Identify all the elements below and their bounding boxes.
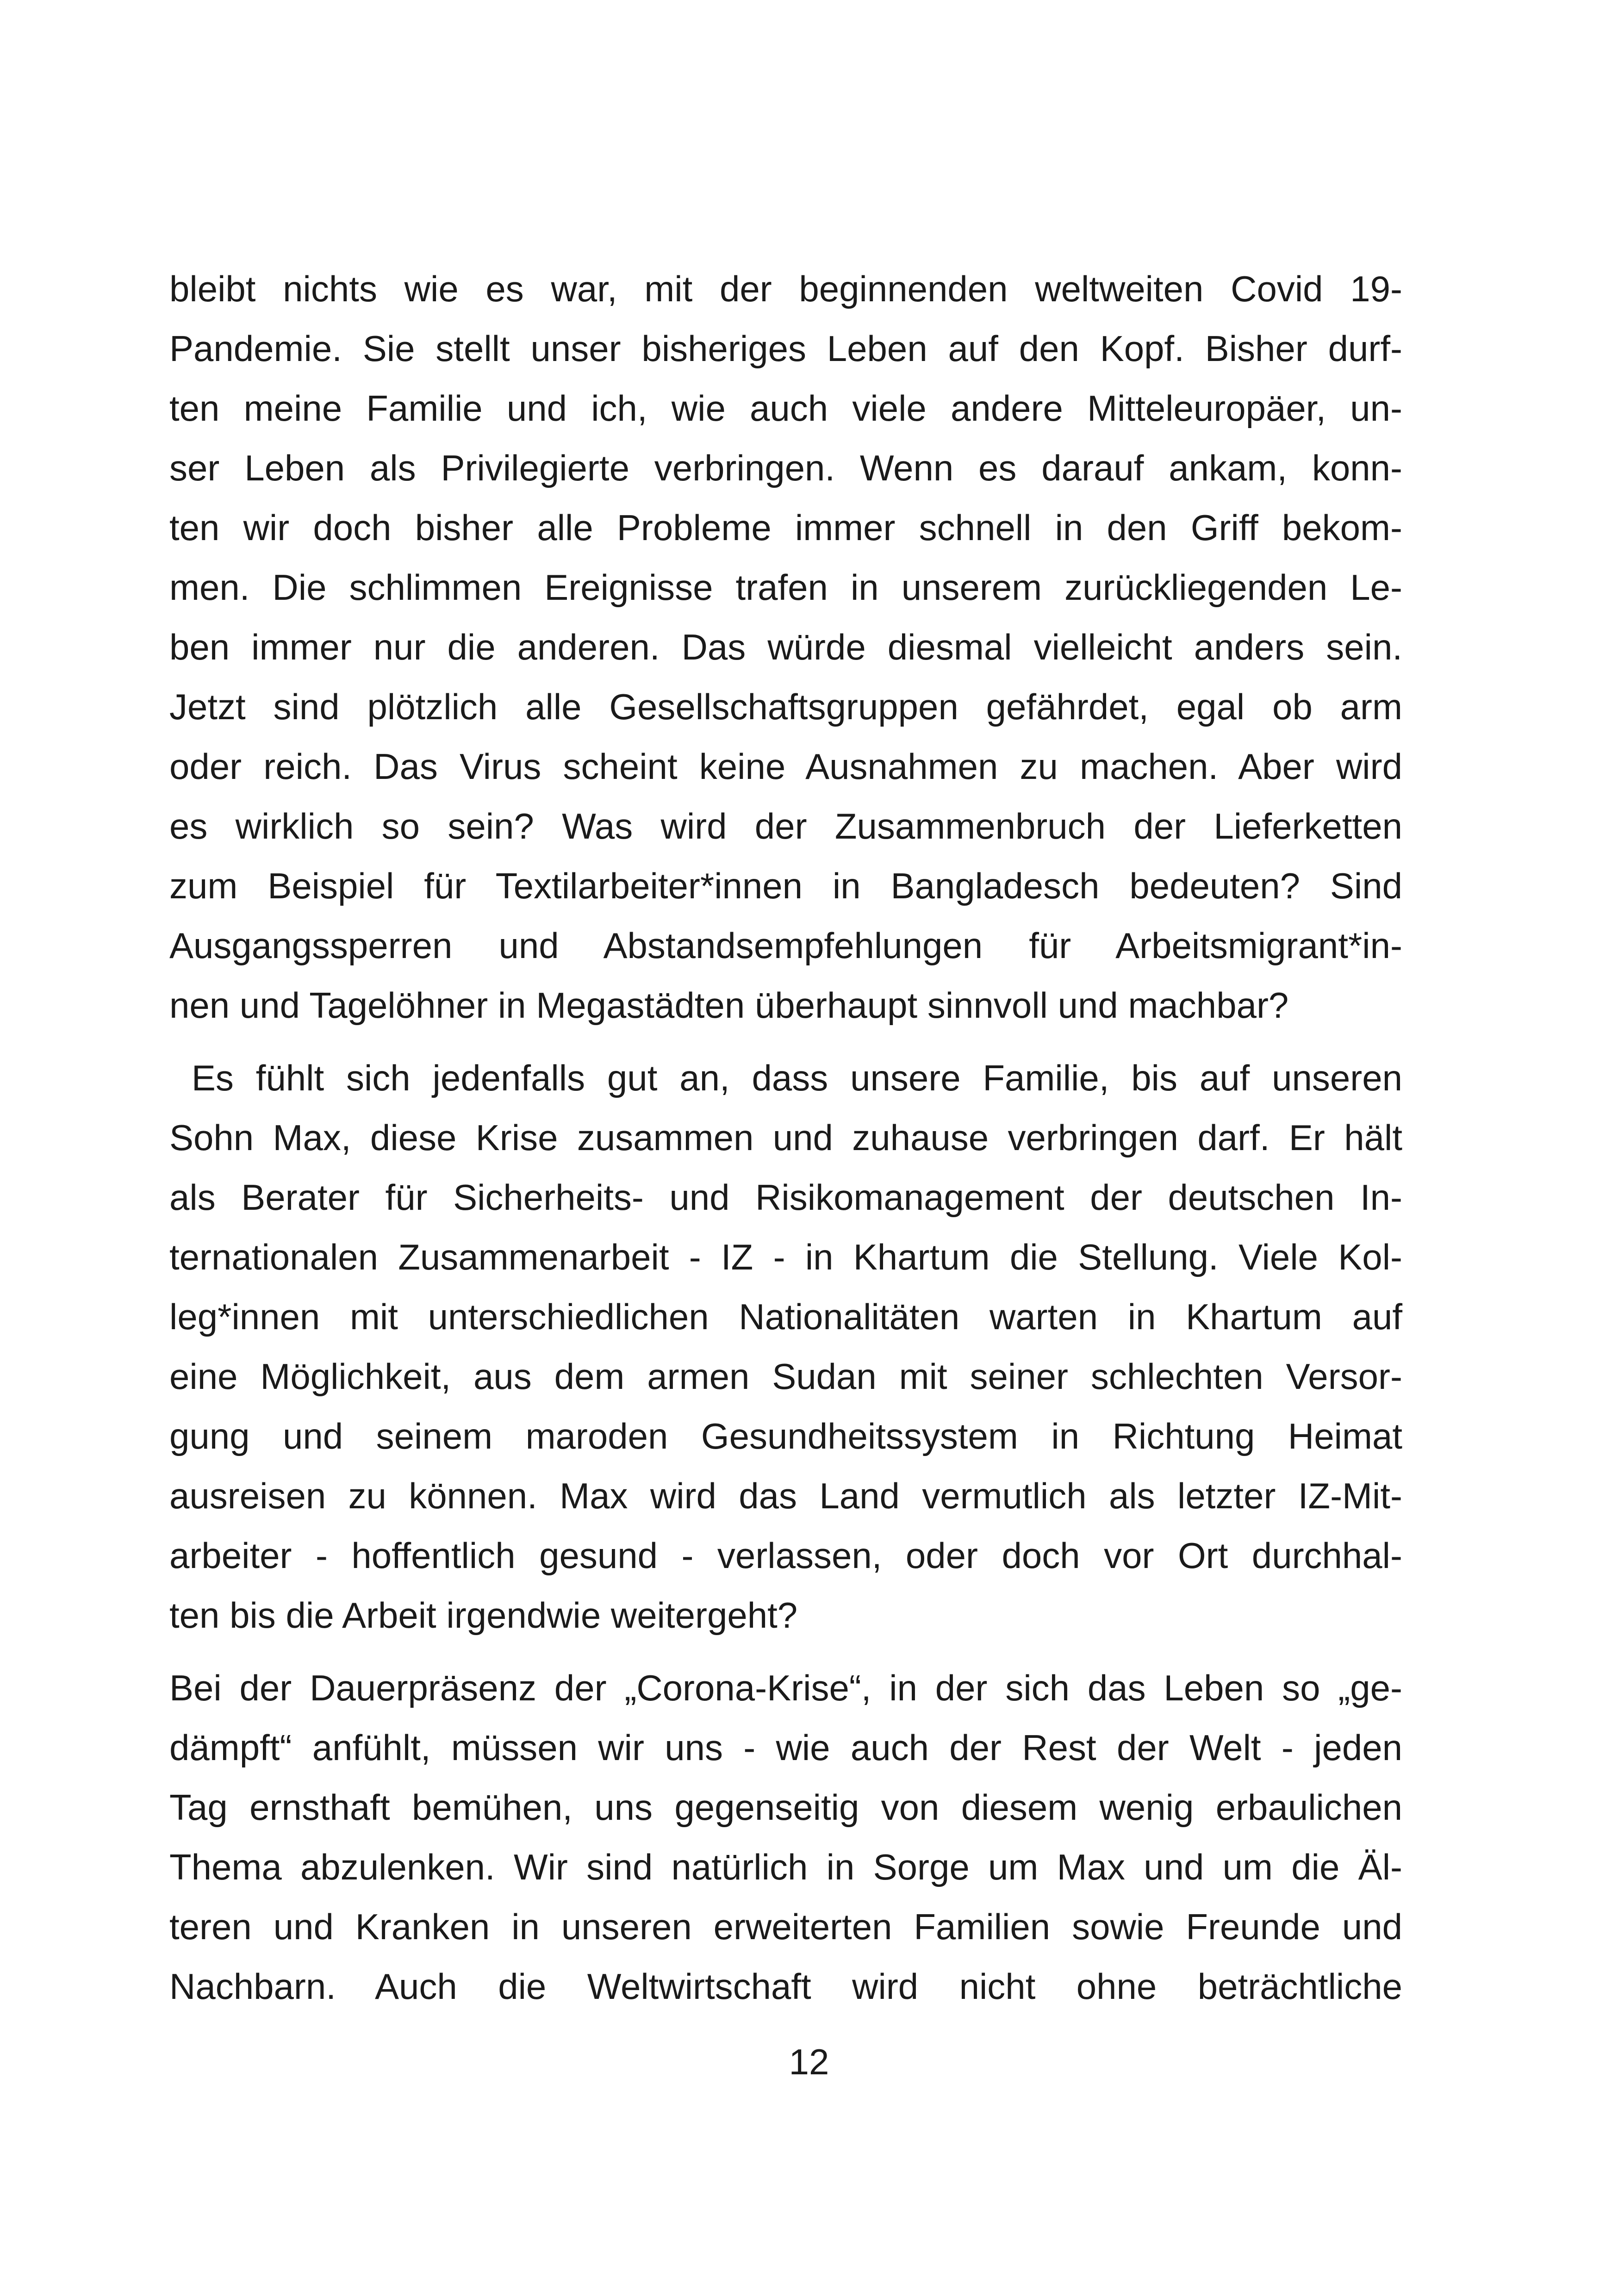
- text-line: ser Leben als Privilegierte verbringen. Wenn es darauf ankam, konn-: [169, 448, 1402, 488]
- text-line: Tag ernsthaft bemühen, uns gegenseitig von diesem wenig erbaulichen: [169, 1787, 1402, 1828]
- text-line: oder reich. Das Virus scheint keine Ausnahmen zu machen. Aber wird: [169, 746, 1402, 787]
- text-line: Nachbarn. Auch die Weltwirtschaft wird nicht ohne beträchtliche: [169, 1966, 1402, 2007]
- page-number: 12: [789, 2041, 829, 2082]
- text-line: dämpft“ anfühlt, müssen wir uns - wie auch der Rest der Welt - jeden: [169, 1727, 1402, 1768]
- text-line: ternationalen Zusammenarbeit - IZ - in Khartum die Stellung. Viele Kol-: [169, 1237, 1402, 1277]
- text-line: nen und Tagelöhner in Megastädten überhaupt sinnvoll und machbar?: [169, 985, 1289, 1026]
- text-line: ten meine Familie und ich, wie auch viele andere Mitteleuropäer, un-: [169, 388, 1402, 429]
- text-line: ten bis die Arbeit irgendwie weitergeht?: [169, 1595, 798, 1636]
- text-line: Thema abzulenken. Wir sind natürlich in Sorge um Max und um die Äl-: [169, 1847, 1402, 1887]
- text-line: als Berater für Sicherheits- und Risikomanagement der deutschen In-: [169, 1177, 1402, 1218]
- text-line: Es fühlt sich jedenfalls gut an, dass unsere Familie, bis auf unseren: [169, 1058, 1402, 1098]
- text-line: ausreisen zu können. Max wird das Land vermutlich als letzter IZ-Mit-: [169, 1475, 1402, 1516]
- paragraph-1: [169, 259, 1402, 1035]
- text-line: eine Möglichkeit, aus dem armen Sudan mit seiner schlechten Versor-: [169, 1356, 1402, 1397]
- text-line: bleibt nichts wie es war, mit der beginnenden weltweiten Covid 19-: [169, 268, 1402, 309]
- body-text: [169, 259, 1402, 2016]
- text-line: leg*innen mit unterschiedlichen Nationalitäten warten in Khartum auf: [169, 1296, 1402, 1337]
- text-line: Sohn Max, diese Krise zusammen und zuhause verbringen darf. Er hält: [169, 1117, 1402, 1158]
- text-line: ten wir doch bisher alle Probleme immer schnell in den Griff bekom-: [169, 507, 1402, 548]
- text-line: Bei der Dauerpräsenz der „Corona-Krise“, in der sich das Leben so „ge-: [169, 1668, 1402, 1708]
- text-line: gung und seinem maroden Gesundheitssystem in Richtung Heimat: [169, 1416, 1402, 1456]
- text-line: Jetzt sind plötzlich alle Gesellschaftsgruppen gefährdet, egal ob arm: [169, 686, 1402, 727]
- text-line: arbeiter - hoffentlich gesund - verlassen, oder doch vor Ort durchhal-: [169, 1535, 1402, 1576]
- paragraph-3: [169, 1658, 1402, 2016]
- paragraph-2: [169, 1048, 1402, 1645]
- text-line: teren und Kranken in unseren erweiterten Familien sowie Freunde und: [169, 1906, 1402, 1947]
- text-line: men. Die schlimmen Ereignisse trafen in unserem zurückliegenden Le-: [169, 567, 1402, 608]
- text-line: Pandemie. Sie stellt unser bisheriges Leben auf den Kopf. Bisher durf-: [169, 328, 1402, 369]
- text-line: es wirklich so sein? Was wird der Zusammenbruch der Lieferketten: [169, 806, 1402, 846]
- text-line: ben immer nur die anderen. Das würde diesmal vielleicht anders sein.: [169, 627, 1402, 667]
- text-line: Ausgangssperren und Abstandsempfehlungen für Arbeitsmigrant*in-: [169, 925, 1402, 966]
- text-line: zum Beispiel für Textilarbeiter*innen in Bangladesch bedeuten? Sind: [169, 865, 1402, 906]
